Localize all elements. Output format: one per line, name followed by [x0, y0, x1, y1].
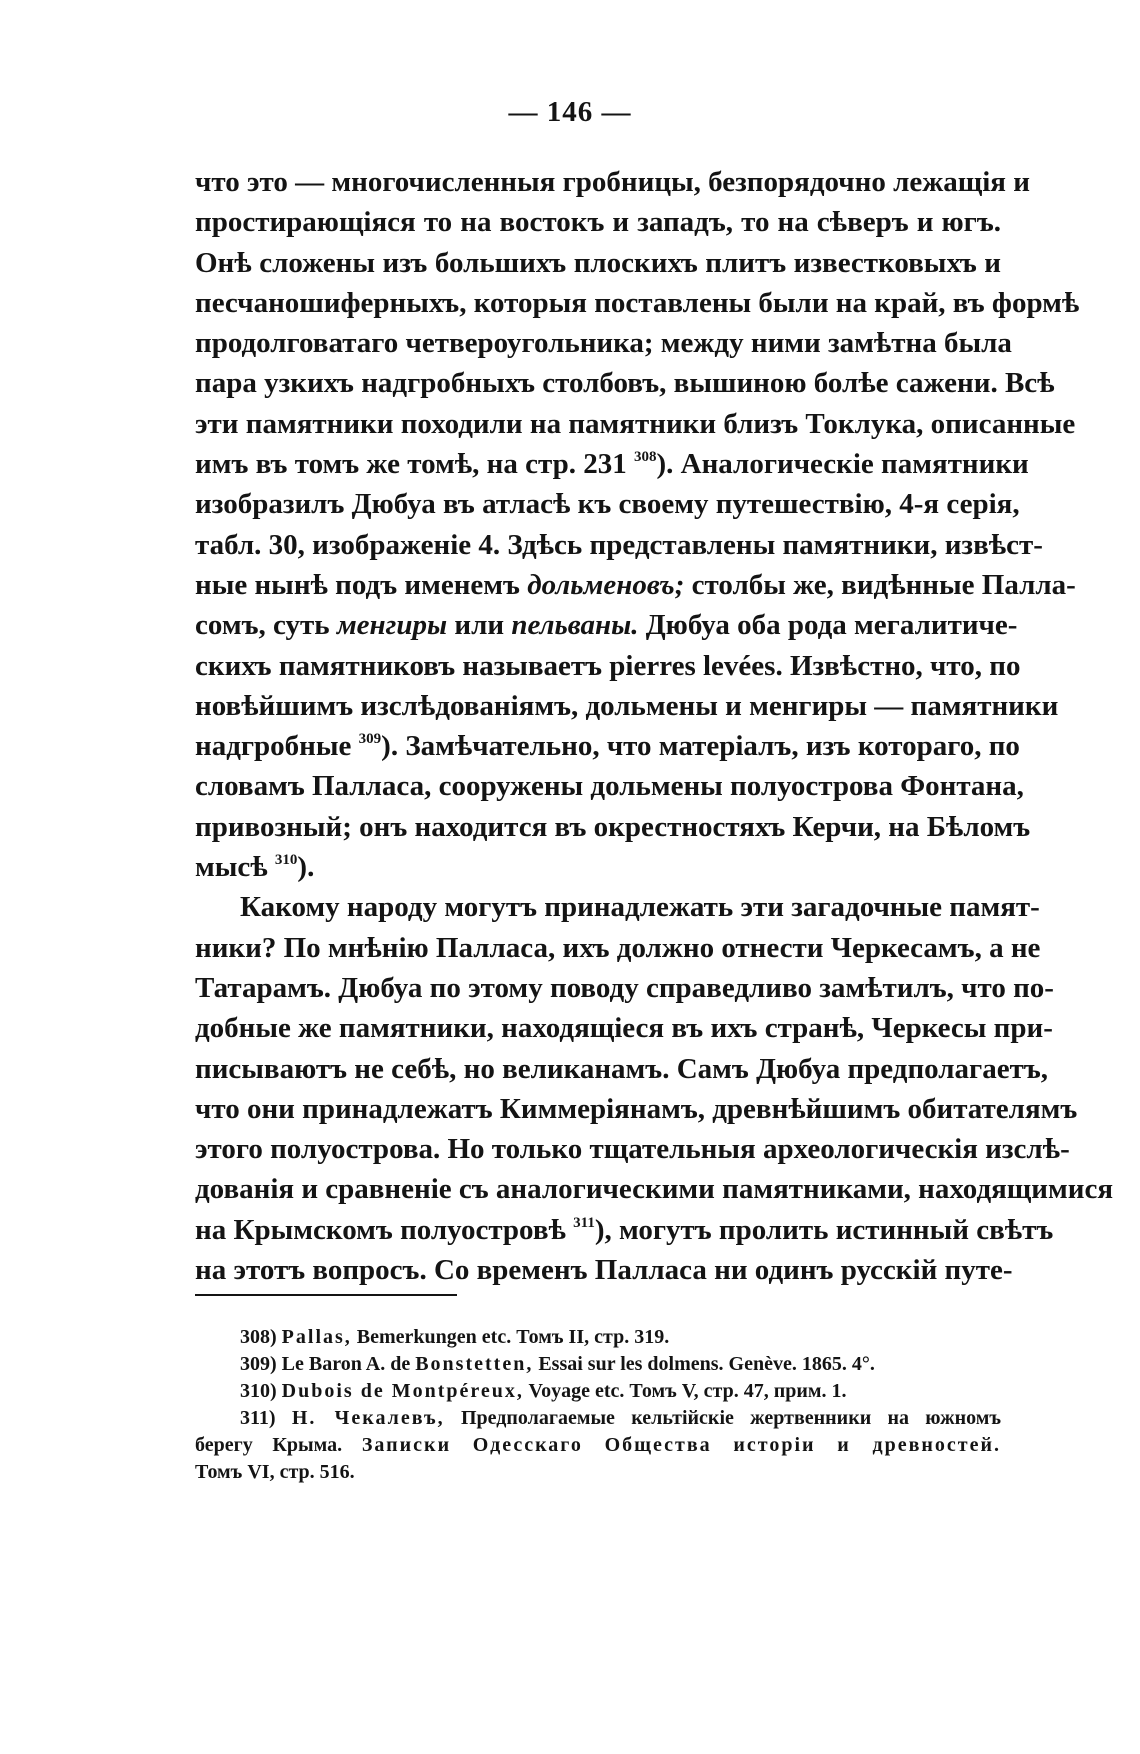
- footnote-author: Н. Чекалевъ,: [291, 1407, 445, 1429]
- text-line: простирающіяся то на востокъ и западъ, то на сѣверъ и югъ.: [195, 206, 1001, 239]
- text-line: [195, 726, 1020, 766]
- footnote-text: Voyage etc. Томъ V, стр. 47, прим. 1.: [528, 1380, 847, 1402]
- term-pelvans: пельваны.: [511, 609, 639, 642]
- footnote-number: 310): [240, 1380, 277, 1402]
- text-line: на этотъ вопросъ. Со временъ Палласа ни одинъ русскій путе-: [195, 1254, 1013, 1287]
- footnote-308: [195, 1324, 1001, 1351]
- footnote-separator: [195, 1294, 457, 1296]
- text-line: продолговатаго четвероугольника; между ними замѣтна была: [195, 327, 1012, 360]
- page-number: — 146 —: [508, 96, 632, 128]
- text-line: Татарамъ. Дюбуа по этому поводу справедливо замѣтилъ, что по-: [195, 971, 1054, 1004]
- footnote-ref-310: 310: [274, 852, 298, 869]
- text-segment: ). Замѣчательно, что матеріалъ, изъ котораго, по: [381, 730, 1020, 763]
- paragraph-1: [195, 162, 1080, 887]
- footnote-author: Le Baron A. de: [281, 1353, 411, 1375]
- footnote-311: [195, 1405, 1001, 1432]
- text-segment: сомъ, суть: [195, 609, 330, 642]
- paragraph-2: [195, 887, 1114, 1290]
- text-line: новѣйшимъ изслѣдованіямъ, дольмены и менгиры — памятники: [195, 689, 1059, 722]
- footnote-311-cont: [195, 1432, 1001, 1459]
- text-segment: ).: [297, 851, 315, 884]
- text-line: скихъ памятниковъ называетъ pierres levées. Извѣстно, что, по: [195, 649, 1021, 682]
- text-line: пара узкихъ надгробныхъ столбовъ, вышиною болѣе сажени. Всѣ: [195, 367, 1055, 400]
- footnote-author: Dubois de Montpéreux,: [281, 1380, 524, 1402]
- text-line: песчаношиферныхъ, которыя поставлены были на край, въ формѣ: [195, 286, 1080, 319]
- text-line: [195, 444, 1029, 484]
- text-line: дованія и сравненіе съ аналогическими памятниками, находящимися: [195, 1173, 1114, 1206]
- text-segment: столбы же, видѣнные Палла-: [691, 568, 1076, 601]
- text-segment: ). Аналогическіе памятники: [656, 448, 1029, 481]
- footnote-number: 309): [240, 1353, 277, 1375]
- text-segment: ные нынѣ подъ именемъ: [195, 568, 520, 601]
- text-segment: имъ въ томъ же томѣ, на стр. 231: [195, 448, 627, 481]
- footnotes: [195, 1324, 1001, 1486]
- term-menhirs: менгиры: [336, 609, 448, 642]
- text-line: ники? По мнѣнію Палласа, ихъ должно отнести Черкесамъ, а не: [195, 931, 1041, 964]
- footnote-ref-308: 308: [633, 449, 657, 466]
- text-line: добные же памятники, находящіеся въ ихъ странѣ, Черкесы при-: [195, 1012, 1053, 1045]
- footnote-text: Записки Одесскаго Общества исторіи и древностей.: [361, 1434, 1001, 1456]
- term-dolmens: дольменовъ;: [527, 568, 685, 601]
- text-line: писываютъ не себѣ, но великанамъ. Самъ Дюбуа предполагаетъ,: [195, 1052, 1048, 1085]
- text-line: словамъ Палласа, сооружены дольмены полуострова Фонтана,: [195, 770, 1024, 803]
- footnote-author: Pallas,: [281, 1326, 352, 1348]
- footnote-number: 311): [240, 1407, 276, 1429]
- text-line: [195, 565, 1076, 605]
- footnote-number: 308): [240, 1326, 277, 1348]
- footnote-ref-311: 311: [573, 1214, 595, 1231]
- text-line: эти памятники походили на памятники близъ Токлука, описанные: [195, 407, 1076, 440]
- footnote-311-cont: Томъ VI, стр. 516.: [195, 1461, 355, 1483]
- footnote-text: Предполагаемые кельтійскіе жертвенники на южномъ: [460, 1407, 1002, 1429]
- text-line: Онѣ сложены изъ большихъ плоскихъ плитъ известковыхъ и: [195, 246, 1001, 279]
- text-line: привозный; онъ находится въ окрестностяхъ Керчи, на Бѣломъ: [195, 810, 1031, 843]
- footnote-ref-309: 309: [358, 731, 382, 748]
- text-segment: или: [454, 609, 505, 642]
- footnote-text: берегу Крыма.: [195, 1434, 343, 1456]
- text-line: Какому народу могутъ принадлежать эти загадочные памят-: [240, 891, 1040, 924]
- footnote-310: [195, 1378, 1001, 1405]
- text-line: что они принадлежатъ Киммеріянамъ, древнѣйшимъ обитателямъ: [195, 1092, 1078, 1125]
- text-segment: ), могутъ пролить истинный свѣтъ: [594, 1213, 1054, 1246]
- text-line: [195, 605, 1018, 645]
- text-line: что это — многочисленныя гробницы, безпорядочно лежащія и: [195, 166, 1030, 198]
- text-segment: на Крымскомъ полуостровѣ: [195, 1213, 566, 1246]
- text-segment: мысѣ: [195, 851, 268, 884]
- text-line: этого полуострова. Но только тщательныя археологическія изслѣ-: [195, 1133, 1070, 1166]
- footnote-text: Bemerkungen etc. Томъ II, стр. 319.: [356, 1326, 670, 1348]
- text-line: табл. 30, изображеніе 4. Здѣсь представлены памятники, извѣст-: [195, 528, 1043, 561]
- footnote-309: [195, 1351, 1001, 1378]
- text-segment: Дюбуа оба рода мегалитиче-: [645, 609, 1018, 642]
- text-line: изобразилъ Дюбуа въ атласѣ къ своему путешествію, 4-я серія,: [195, 488, 1020, 521]
- footnote-author: Bonstetten,: [415, 1353, 534, 1375]
- text-line: [195, 1210, 1054, 1250]
- footnote-text: Essai sur les dolmens. Genève. 1865. 4°.: [538, 1353, 875, 1375]
- text-segment: надгробные: [195, 730, 352, 763]
- body-text: [195, 162, 1114, 1290]
- text-line: [195, 847, 1001, 887]
